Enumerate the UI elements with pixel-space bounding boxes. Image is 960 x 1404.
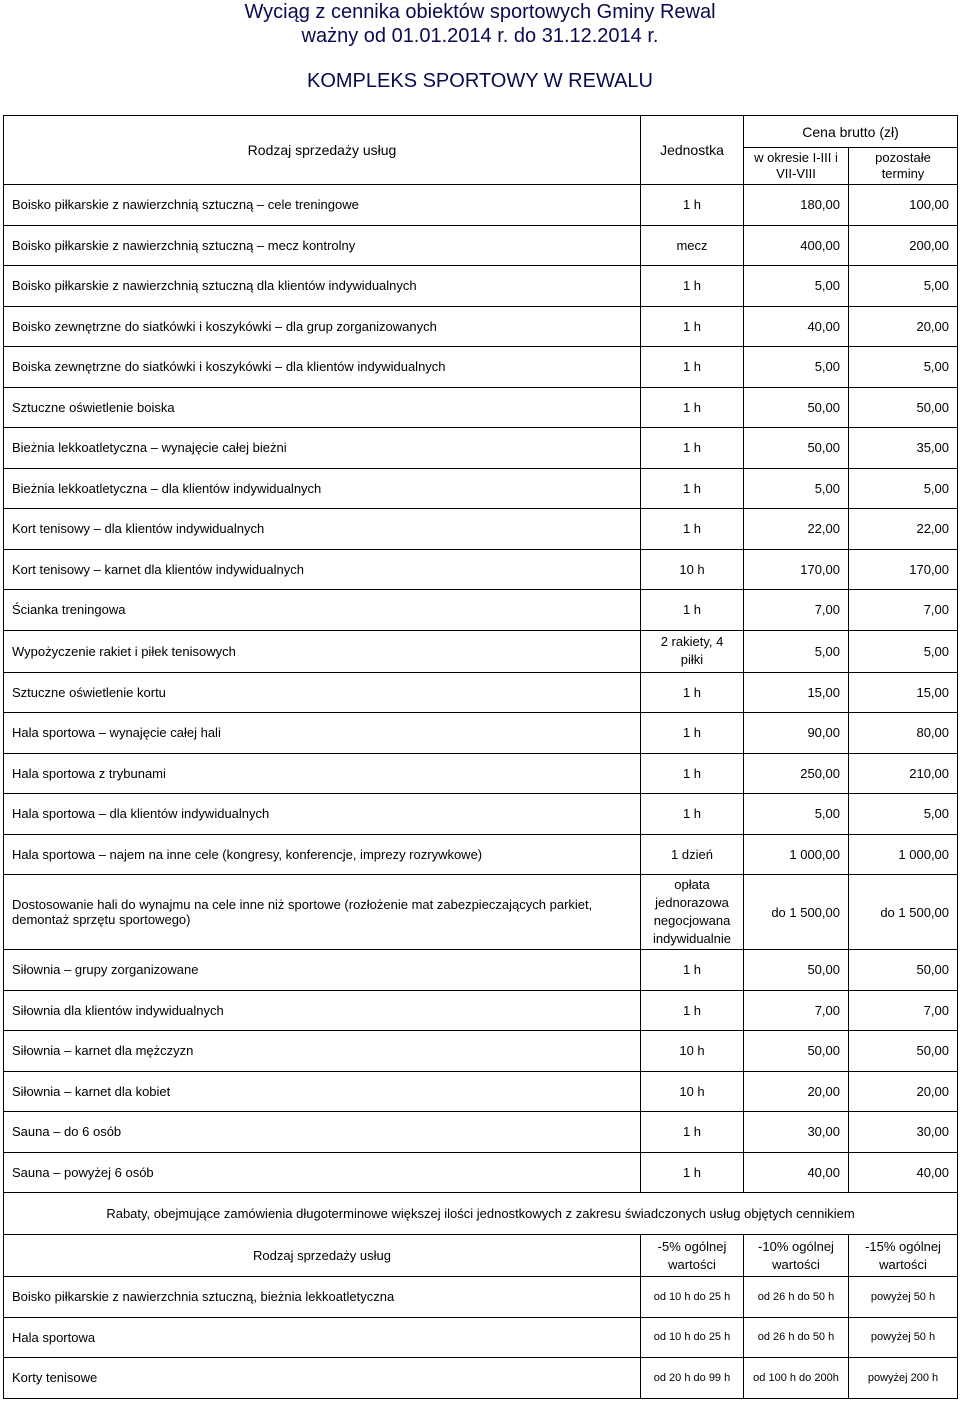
- table-row: [4, 753, 958, 794]
- row-service: Hala sportowa z trybunami: [4, 753, 641, 794]
- row-price-season: 50,00: [744, 950, 849, 991]
- row-unit: 1 h: [641, 347, 744, 388]
- table-row: [4, 549, 958, 590]
- discount-row-service: Boisko piłkarskie z nawierzchnia sztuczną, bieżnia lekkoatletyczna: [4, 1277, 641, 1318]
- table-row: [4, 630, 958, 672]
- row-price-other: 5,00: [849, 630, 958, 672]
- row-price-season: 50,00: [744, 387, 849, 428]
- table-row: [4, 1071, 958, 1112]
- table-row: [4, 1112, 958, 1153]
- row-service: Hala sportowa – dla klientów indywidualnych: [4, 794, 641, 835]
- row-service: Sauna – powyżej 6 osób: [4, 1152, 641, 1193]
- row-service: Wypożyczenie rakiet i piłek tenisowych: [4, 630, 641, 672]
- discount-row-5: od 20 h do 99 h: [641, 1358, 744, 1399]
- row-unit: 1 dzień: [641, 834, 744, 875]
- row-service: Boisko piłkarskie z nawierzchnią sztuczną dla klientów indywidualnych: [4, 266, 641, 307]
- row-unit: 10 h: [641, 549, 744, 590]
- discount-header-row: [4, 1235, 958, 1277]
- row-price-other: 80,00: [849, 713, 958, 754]
- discount-heading-row: [4, 1193, 958, 1235]
- discount-header-5: -5% ogólnej wartości: [641, 1235, 744, 1277]
- row-service: Bieżnia lekkoatletyczna – dla klientów indywidualnych: [4, 468, 641, 509]
- row-service: Sztuczne oświetlenie kortu: [4, 672, 641, 713]
- row-price-season: 5,00: [744, 347, 849, 388]
- row-service: Dostosowanie hali do wynajmu na cele inne niż sportowe (rozłożenie mat zabezpieczających parkiet, demontaż sprzętu sportowego): [4, 875, 641, 950]
- price-table-body: [4, 116, 958, 1399]
- row-price-other: 5,00: [849, 468, 958, 509]
- row-unit: 1 h: [641, 266, 744, 307]
- row-unit: 1 h: [641, 387, 744, 428]
- row-price-season: 90,00: [744, 713, 849, 754]
- row-price-other: 170,00: [849, 549, 958, 590]
- table-row: [4, 1031, 958, 1072]
- row-price-other: 200,00: [849, 225, 958, 266]
- discount-heading: Rabaty, obejmujące zamówienia długoterminowe większej ilości jednostkowych z zakresu świadczonych usług objętych cennikiem: [4, 1193, 958, 1235]
- row-service: Boisko piłkarskie z nawierzchnią sztuczną – mecz kontrolny: [4, 225, 641, 266]
- header-season: w okresie I-III i VII-VIII: [744, 148, 849, 185]
- row-price-other: 5,00: [849, 347, 958, 388]
- discount-header-15: -15% ogólnej wartości: [849, 1235, 958, 1277]
- row-service: Boiska zewnętrzne do siatkówki i koszykówki – dla klientów indywidualnych: [4, 347, 641, 388]
- row-price-other: 20,00: [849, 1071, 958, 1112]
- row-unit: opłata jednorazowa negocjowana indywidualnie: [641, 875, 744, 950]
- row-unit: 1 h: [641, 672, 744, 713]
- row-price-season: do 1 500,00: [744, 875, 849, 950]
- price-table: [3, 115, 958, 1399]
- row-unit: 2 rakiety, 4 piłki: [641, 630, 744, 672]
- row-price-season: 40,00: [744, 306, 849, 347]
- table-row: [4, 428, 958, 469]
- discount-row-10: od 100 h do 200h: [744, 1358, 849, 1399]
- discount-row-10: od 26 h do 50 h: [744, 1317, 849, 1358]
- discount-row-service: Hala sportowa: [4, 1317, 641, 1358]
- row-price-season: 7,00: [744, 990, 849, 1031]
- table-row: [4, 875, 958, 950]
- row-price-other: 22,00: [849, 509, 958, 550]
- table-row: [4, 185, 958, 226]
- row-unit: 1 h: [641, 185, 744, 226]
- row-price-other: 7,00: [849, 590, 958, 631]
- table-row: [4, 509, 958, 550]
- row-price-season: 5,00: [744, 468, 849, 509]
- discount-row-15: powyżej 50 h: [849, 1317, 958, 1358]
- row-unit: 1 h: [641, 713, 744, 754]
- row-unit: 1 h: [641, 306, 744, 347]
- row-price-season: 180,00: [744, 185, 849, 226]
- discount-row-15: powyżej 200 h: [849, 1358, 958, 1399]
- row-price-season: 20,00: [744, 1071, 849, 1112]
- header-service: Rodzaj sprzedaży usług: [4, 116, 641, 185]
- discount-row-15: powyżej 50 h: [849, 1277, 958, 1318]
- row-unit: 1 h: [641, 590, 744, 631]
- table-row: [4, 347, 958, 388]
- table-row: [4, 1152, 958, 1193]
- row-price-season: 400,00: [744, 225, 849, 266]
- table-row: [4, 266, 958, 307]
- table-row: [4, 713, 958, 754]
- row-price-season: 5,00: [744, 266, 849, 307]
- row-service: Hala sportowa – najem na inne cele (kongresy, konferencje, imprezy rozrywkowe): [4, 834, 641, 875]
- row-unit: 1 h: [641, 950, 744, 991]
- document-title: [0, 0, 960, 48]
- row-price-other: 40,00: [849, 1152, 958, 1193]
- row-service: Sztuczne oświetlenie boiska: [4, 387, 641, 428]
- row-price-other: 5,00: [849, 794, 958, 835]
- row-price-other: 5,00: [849, 266, 958, 307]
- row-price-other: 1 000,00: [849, 834, 958, 875]
- table-row: [4, 950, 958, 991]
- row-price-season: 1 000,00: [744, 834, 849, 875]
- row-service: Boisko piłkarskie z nawierzchnią sztuczną – cele treningowe: [4, 185, 641, 226]
- row-price-other: 100,00: [849, 185, 958, 226]
- row-service: Ścianka treningowa: [4, 590, 641, 631]
- row-unit: 1 h: [641, 753, 744, 794]
- table-row: [4, 387, 958, 428]
- row-unit: 1 h: [641, 509, 744, 550]
- row-price-season: 22,00: [744, 509, 849, 550]
- row-price-other: 15,00: [849, 672, 958, 713]
- discount-row-service: Korty tenisowe: [4, 1358, 641, 1399]
- discount-row: [4, 1358, 958, 1399]
- row-price-season: 5,00: [744, 630, 849, 672]
- row-unit: 1 h: [641, 428, 744, 469]
- discount-row: [4, 1277, 958, 1318]
- table-row: [4, 468, 958, 509]
- row-service: Kort tenisowy – dla klientów indywidualnych: [4, 509, 641, 550]
- header-row: [4, 116, 958, 148]
- title-line-1: Wyciąg z cennika obiektów sportowych Gminy Rewal: [244, 1, 716, 23]
- row-price-season: 50,00: [744, 1031, 849, 1072]
- row-unit: 10 h: [641, 1031, 744, 1072]
- row-price-other: 50,00: [849, 1031, 958, 1072]
- row-unit: 1 h: [641, 1152, 744, 1193]
- row-price-season: 250,00: [744, 753, 849, 794]
- row-price-other: 20,00: [849, 306, 958, 347]
- table-row: [4, 834, 958, 875]
- discount-row: [4, 1317, 958, 1358]
- row-unit: 1 h: [641, 794, 744, 835]
- table-row: [4, 794, 958, 835]
- row-unit: 1 h: [641, 1112, 744, 1153]
- discount-row-5: od 10 h do 25 h: [641, 1317, 744, 1358]
- row-unit: mecz: [641, 225, 744, 266]
- row-price-other: 210,00: [849, 753, 958, 794]
- row-price-season: 40,00: [744, 1152, 849, 1193]
- row-service: Bieżnia lekkoatletyczna – wynajęcie całej bieżni: [4, 428, 641, 469]
- header-other: pozostałe terminy: [849, 148, 958, 185]
- table-row: [4, 225, 958, 266]
- row-service: Siłownia – karnet dla mężczyzn: [4, 1031, 641, 1072]
- row-service: Sauna – do 6 osób: [4, 1112, 641, 1153]
- row-unit: 1 h: [641, 468, 744, 509]
- row-price-other: 50,00: [849, 950, 958, 991]
- row-price-other: 7,00: [849, 990, 958, 1031]
- row-price-season: 30,00: [744, 1112, 849, 1153]
- discount-row-10: od 26 h do 50 h: [744, 1277, 849, 1318]
- row-service: Siłownia dla klientów indywidualnych: [4, 990, 641, 1031]
- row-price-season: 15,00: [744, 672, 849, 713]
- row-unit: 10 h: [641, 1071, 744, 1112]
- title-line-2: ważny od 01.01.2014 r. do 31.12.2014 r.: [301, 25, 659, 47]
- row-price-season: 50,00: [744, 428, 849, 469]
- table-row: [4, 990, 958, 1031]
- row-price-season: 5,00: [744, 794, 849, 835]
- table-row: [4, 306, 958, 347]
- row-price-season: 7,00: [744, 590, 849, 631]
- table-row: [4, 672, 958, 713]
- row-service: Hala sportowa – wynajęcie całej hali: [4, 713, 641, 754]
- row-service: Siłownia – karnet dla kobiet: [4, 1071, 641, 1112]
- row-unit: 1 h: [641, 990, 744, 1031]
- complex-name: KOMPLEKS SPORTOWY W REWALU: [307, 70, 653, 92]
- row-price-season: 170,00: [744, 549, 849, 590]
- row-price-other: 50,00: [849, 387, 958, 428]
- discount-header-service: Rodzaj sprzedaży usług: [4, 1235, 641, 1277]
- row-price-other: do 1 500,00: [849, 875, 958, 950]
- row-service: Kort tenisowy – karnet dla klientów indywidualnych: [4, 549, 641, 590]
- row-service: Siłownia – grupy zorganizowane: [4, 950, 641, 991]
- row-price-other: 30,00: [849, 1112, 958, 1153]
- header-unit: Jednostka: [641, 116, 744, 185]
- table-row: [4, 590, 958, 631]
- row-service: Boisko zewnętrzne do siatkówki i koszykówki – dla grup zorganizowanych: [4, 306, 641, 347]
- row-price-other: 35,00: [849, 428, 958, 469]
- discount-header-10: -10% ogólnej wartości: [744, 1235, 849, 1277]
- header-price: Cena brutto (zł): [744, 116, 958, 148]
- discount-row-5: od 10 h do 25 h: [641, 1277, 744, 1318]
